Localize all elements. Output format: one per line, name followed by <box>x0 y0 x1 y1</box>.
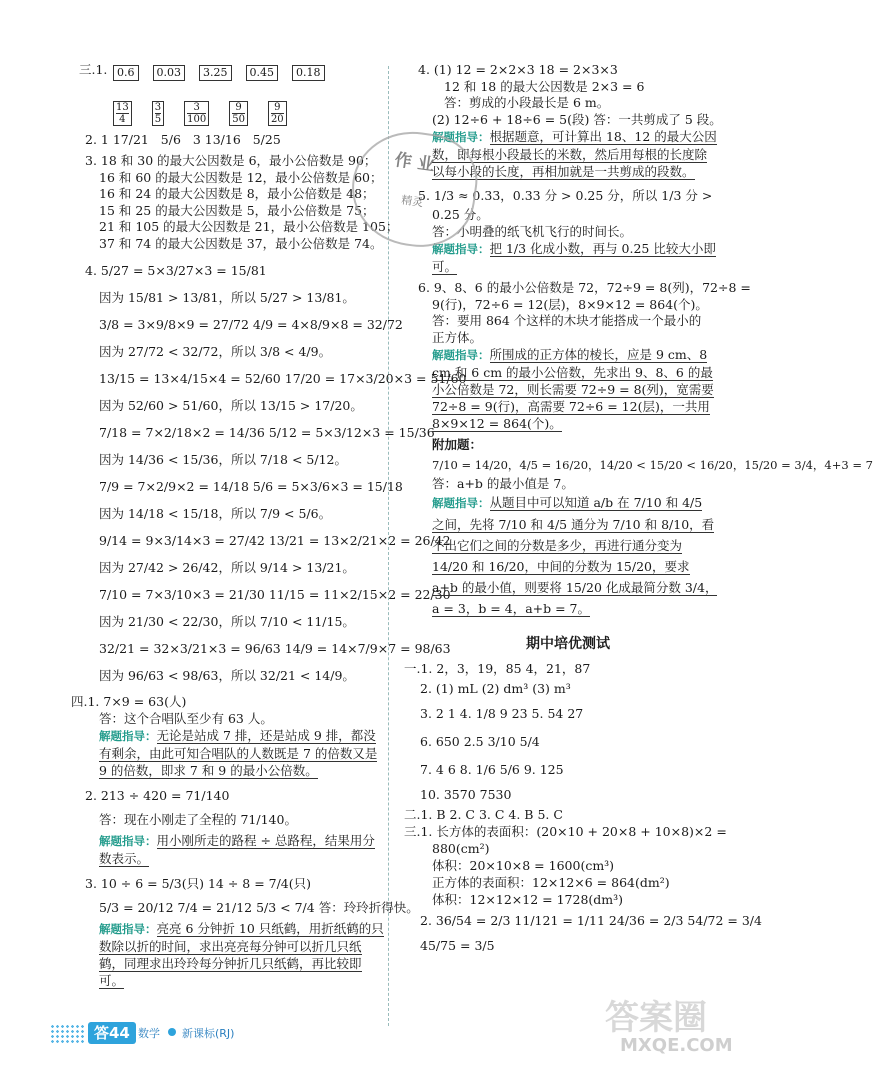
watermark-logo: 答案圈 <box>605 998 707 1038</box>
decimal-box: 0.6 <box>113 65 139 81</box>
mid-line: 6. 650 2.5 3/10 5/4 <box>420 734 540 749</box>
hint-text: 从题目中可以知道 a/b 在 7/10 和 4/5 之间，先将 7/10 和 4/5 通分为 7/10 和 8/10，看不出它们之间的分数是多少，再进行通分变为 14/20 和 16/20，中间的分数为 15/20，要求 a+b 的最小值，则要将 15/20 化成最简分数 3/4，a = 3，b = 4，a+b = 7。 <box>432 495 718 616</box>
q4-line: 9/14 = 9×3/14×3 = 27/42 13/21 = 13×2/21×2 = 26/42 <box>99 533 451 548</box>
hint-label: 解题指导： <box>99 922 157 936</box>
mid-line: 2. (1) mL (2) dm³ (3) m³ <box>420 681 571 696</box>
q4-line: 因为 14/36 < 15/36，所以 7/18 < 5/12。 <box>99 452 347 467</box>
mid-line: 三.1. 长方体的表面积：(20×10 + 20×8 + 10×8)×2 = <box>404 824 727 839</box>
hint-label: 解题指导： <box>432 130 490 144</box>
hint-block <box>85 920 385 989</box>
r-q6-line: 9(行)，72÷6 = 12(层)，8×9×12 = 864(个)。 <box>432 296 708 312</box>
q4-1-line: 四.1. 7×9 = 63(人) <box>71 694 187 709</box>
page-number-badge: 答44 <box>88 1022 136 1044</box>
q2-line: 2. 1 17/21 5/6 3 13/16 5/25 <box>85 131 281 147</box>
q4-line: 3/8 = 3×9/8×9 = 27/72 4/9 = 4×8/9×8 = 32/72 <box>99 317 403 332</box>
q4-line: 4. 5/27 = 5×3/27×3 = 15/81 <box>85 263 267 278</box>
decimal-box: 0.03 <box>153 65 186 81</box>
fraction-box: $\frac{3}{5}$ <box>152 101 164 126</box>
q4-line: 因为 96/63 < 98/63，所以 32/21 < 14/9。 <box>99 668 355 683</box>
r-q4-line: 12 和 18 的最大公因数是 2×3 = 6 <box>444 78 645 94</box>
q3-line: 16 和 24 的最大公因数是 8，最小公倍数是 48； <box>99 186 375 201</box>
decimal-box: 0.45 <box>246 65 279 81</box>
mid-line: 10. 3570 7530 <box>420 787 512 802</box>
q4-line: 32/21 = 32×3/21×3 = 96/63 14/9 = 14×7/9×7 = 98/63 <box>99 641 451 656</box>
hint-label: 解题指导： <box>99 729 157 743</box>
q4-line: 因为 27/72 < 32/72，所以 3/8 < 4/9。 <box>99 344 332 359</box>
hint-block <box>85 727 385 779</box>
hint-text: 用小刚所走的路程 ÷ 总路程，结果用分数表示。 <box>99 833 375 866</box>
extra-title: 附加题： <box>432 437 483 452</box>
hint-block <box>85 832 385 867</box>
q3-line: 15 和 25 的最大公因数是 5，最小公倍数是 75； <box>99 202 375 218</box>
hint-block <box>418 240 718 275</box>
r-q5-line: 5. 1/3 ≈ 0.33，0.33 分 > 0.25 分，所以 1/3 分 > <box>418 188 713 203</box>
q3-line: 3. 18 和 30 的最大公因数是 6，最小公倍数是 90； <box>85 153 377 168</box>
fraction-box: $\frac{9}{50}$ <box>229 101 248 126</box>
mid-line: 体积：20×10×8 = 1600(cm³) <box>432 858 615 873</box>
q4-line: 7/10 = 7×3/10×3 = 21/30 11/15 = 11×2/15×2 = 22/30 <box>99 587 451 602</box>
page-footer <box>0 1020 750 1050</box>
hint-text: 亮亮 6 分钟折 10 只纸鹤，用折纸鹤的只数除以折的时间，求出亮亮每分钟可以折几只纸鹤，同理求出玲玲每分钟折几只纸鹤，再比较即可。 <box>99 921 384 988</box>
extra-line: 答：a+b 的最小值是 7。 <box>432 475 574 491</box>
hint-label: 解题指导： <box>432 496 490 510</box>
hint-text: 无论是站成 7 排，还是站成 9 排，都没有剩余，由此可知合唱队的人数既是 7 的倍数又是 9 的倍数，即求 7 和 9 的最小公倍数。 <box>99 728 378 778</box>
hint-label: 解题指导： <box>99 834 157 848</box>
r-q6-line: 答：要用 864 个这样的木块才能搭成一个最小的 <box>432 313 702 328</box>
q4-2-line: 2. 213 ÷ 420 = 71/140 <box>85 788 230 803</box>
q4-1-answer: 答：这个合唱队至少有 63 人。 <box>99 710 273 726</box>
mid-line: 2. 36/54 = 2/3 11/121 = 1/11 24/36 = 2/3 54/72 = 3/4 <box>420 913 762 928</box>
q4-line: 13/15 = 13×4/15×4 = 52/60 17/20 = 17×3/20×3 = 51/60 <box>99 371 467 386</box>
q4-line: 因为 52/60 > 51/60，所以 13/15 > 17/20。 <box>99 398 363 413</box>
mid-line: 3. 2 1 4. 1/8 9 23 5. 54 27 <box>420 706 584 721</box>
subject-label: 数学 <box>138 1027 160 1040</box>
hint-block <box>418 492 718 619</box>
q4-line: 因为 15/81 > 13/81，所以 5/27 > 13/81。 <box>99 290 355 305</box>
q4-line: 7/9 = 7×2/9×2 = 14/18 5/6 = 5×3/6×3 = 15/18 <box>99 479 403 494</box>
section-title: 期中培优测试 <box>526 636 610 652</box>
fraction-box: $\frac{13}{4}$ <box>113 101 132 126</box>
r-q4-line: (2) 12÷6 + 18÷6 = 5(段) 答：一共剪成了 5 段。 <box>432 111 722 127</box>
fraction-boxes <box>113 101 385 126</box>
mid-line: 正方体的表面积：12×12×6 = 864(dm²) <box>432 875 670 890</box>
r-q5-line: 答：小明叠的纸飞机飞行的时间长。 <box>432 223 633 239</box>
mid-line: 7. 4 6 8. 1/6 5/6 9. 125 <box>420 762 564 777</box>
mid-line: 45/75 = 3/5 <box>420 938 495 953</box>
extra-line: 7/10 = 14/20，4/5 = 16/20，14/20 < 15/20 < 16/20，15/20 = 3/4，4+3 = 7 <box>432 457 873 472</box>
q4-3-line: 5/3 = 20/12 7/4 = 21/12 5/3 < 7/4 答：玲玲折得快。 <box>99 900 419 915</box>
q3-line: 21 和 105 的最大公因数是 21，最小公倍数是 105； <box>99 219 399 234</box>
watermark-url: MXQE.COM <box>620 1035 733 1056</box>
q4-2-answer: 答：现在小刚走了全程的 71/140。 <box>99 812 297 827</box>
mid-line: 二.1. B 2. C 3. C 4. B 5. C <box>404 807 563 822</box>
dots-decoration <box>50 1024 86 1044</box>
decimal-box: 0.18 <box>292 65 325 81</box>
r-q4-line: 4. (1) 12 = 2×2×3 18 = 2×3×3 <box>418 62 618 77</box>
stamp-graphic: 作业 精灵 <box>345 124 484 254</box>
r-q6-line: 正方体。 <box>432 329 483 345</box>
q4-3-line: 3. 10 ÷ 6 = 5/3(只) 14 ÷ 8 = 7/4(只) <box>85 876 312 891</box>
edition-label: 新课标(RJ) <box>182 1027 235 1040</box>
q4-line: 7/18 = 7×2/18×2 = 14/36 5/12 = 5×3/12×3 = 15/36 <box>99 425 435 440</box>
hint-block <box>418 346 718 432</box>
hint-text: 把 1/3 化成小数，再与 0.25 比较大小即可。 <box>432 241 716 274</box>
mid-line: 体积：12×12×12 = 1728(dm³) <box>432 892 624 907</box>
q4-line: 因为 27/42 > 26/42，所以 9/14 > 13/21。 <box>99 560 355 575</box>
q4-line: 因为 21/30 < 22/30，所以 7/10 < 11/15。 <box>99 614 355 629</box>
q3-line: 16 和 60 的最大公因数是 12，最小公倍数是 60； <box>99 169 383 185</box>
mid-line: 一.1. 2，3，19，85 4，21，87 <box>404 661 591 676</box>
hint-label: 解题指导： <box>432 242 490 256</box>
r-q6-line: 6. 9、8、6 的最小公倍数是 72，72÷9 = 8(列)，72÷8 = <box>418 280 751 295</box>
hint-text: 根据题意，可计算出 18、12 的最大公因数，即每根小段最长的米数，然后用每根的长度除以每小段的长度，再相加就是一共剪成的段数。 <box>432 129 717 179</box>
decimal-boxes <box>113 65 385 81</box>
q3-line: 37 和 74 的最大公因数是 37，最小公倍数是 74。 <box>99 235 383 251</box>
q3-1-label: 三.1. <box>79 62 108 77</box>
mid-line: 880(cm²) <box>432 841 490 856</box>
decimal-box: 3.25 <box>199 65 232 81</box>
hint-text: 所围成的正方体的棱长，应是 9 cm、8 cm 和 6 cm 的最小公倍数，先求出 9、8、6 的最小公倍数是 72，则长需要 72÷9 = 8(列)，宽需要 72÷8 = 9(行)，高需要 72÷6 = 12(层)，一共用 8×9×12 = 864(个)。 <box>432 347 714 431</box>
fraction-box: $\frac{9}{20}$ <box>268 101 287 126</box>
q4-line: 因为 14/18 < 15/18，所以 7/9 < 5/6。 <box>99 506 332 521</box>
r-q4-line: 答：剪成的小段最长是 6 m。 <box>444 95 610 110</box>
hint-label: 解题指导： <box>432 348 490 362</box>
fraction-box: $\frac{3}{100}$ <box>184 101 209 126</box>
r-q5-line: 0.25 分。 <box>432 207 489 222</box>
bullet-icon <box>168 1028 176 1036</box>
